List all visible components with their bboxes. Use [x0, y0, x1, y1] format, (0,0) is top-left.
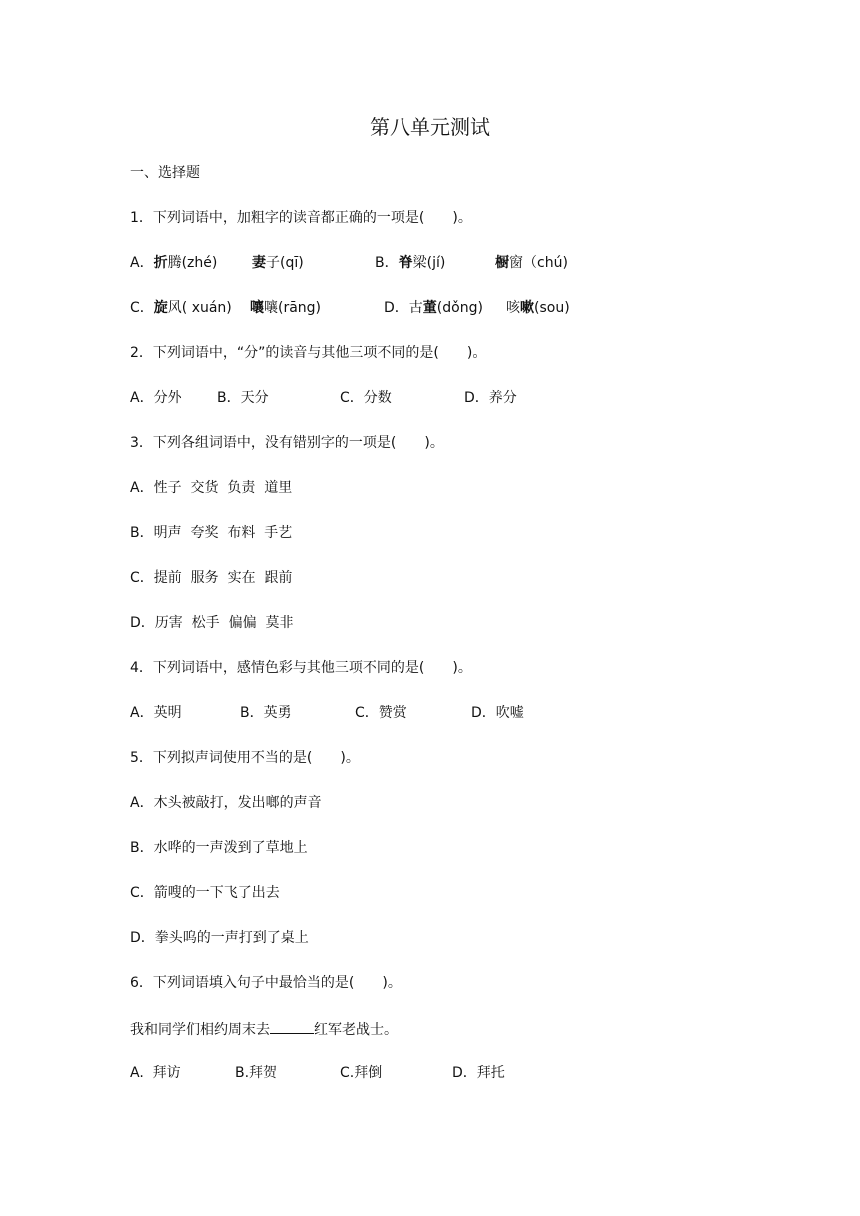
question-1-options-row-1: [130, 253, 730, 273]
option-b-word-2: 橱窗（chú): [495, 255, 568, 271]
option-a: A．折腾(zhé): [130, 255, 218, 271]
question-4-stem: 4．下列词语中，感情色彩与其他三项不同的是( )。: [130, 660, 472, 676]
question-3-stem: 3．下列各组词语中，没有错别字的一项是( )。: [130, 435, 444, 451]
option-b: B.拜贺: [235, 1065, 278, 1081]
question-6-stem: 6．下列词语填入句子中最恰当的是( )。: [130, 975, 402, 991]
page-title: 第八单元测试: [370, 115, 490, 139]
question-3-option-b: B．明声 夸奖 布料 手艺: [130, 525, 293, 541]
sentence-end: 红军老战士。: [314, 1022, 398, 1038]
option-c: C．赞赏: [355, 705, 407, 721]
section-heading: 一、选择题: [130, 165, 200, 181]
option-d: D．吹嘘: [471, 705, 524, 721]
question-2-options: [130, 388, 730, 408]
option-a: A. 拜访: [130, 1065, 181, 1081]
option-c-word-2: 嚷嚷(rāng): [250, 300, 322, 316]
question-3-option-a: A．性子 交货 负责 道里: [130, 480, 293, 496]
fill-in-blank: [270, 1018, 314, 1034]
option-b: B．脊梁(jí): [375, 255, 446, 271]
option-d-word-2: 咳嗽(sou): [506, 300, 570, 316]
question-5-option-d: D．拳头呜的一声打到了桌上: [130, 930, 309, 946]
option-b: B．英勇: [240, 705, 292, 721]
option-d: D．拜托: [452, 1065, 505, 1081]
option-b: B．天分: [217, 390, 269, 406]
question-5-stem: 5．下列拟声词使用不当的是( )。: [130, 750, 360, 766]
question-1-options-row-2: [130, 298, 730, 318]
option-c: C．旋风( xuán): [130, 300, 232, 316]
question-3-option-c: C．提前 服务 实在 跟前: [130, 570, 293, 586]
question-6-sentence: [130, 1018, 398, 1040]
question-6-options: [130, 1063, 730, 1083]
question-1-stem: 1．下列词语中，加粗字的读音都正确的一项是( )。: [130, 210, 472, 226]
option-a: A．英明: [130, 705, 182, 721]
option-d: D．古董(dǒng): [384, 300, 483, 316]
question-4-options: [130, 703, 730, 723]
question-5-option-c: C．箭嗖的一下飞了出去: [130, 885, 280, 901]
question-2-stem: 2．下列词语中，“分”的读音与其他三项不同的是( )。: [130, 345, 487, 361]
option-a: A．分外: [130, 390, 182, 406]
option-c: C.拜倒: [340, 1065, 383, 1081]
option-c: C．分数: [340, 390, 392, 406]
option-d: D．养分: [464, 390, 517, 406]
question-5-option-a: A．木头被敲打，发出啷的声音: [130, 795, 322, 811]
sentence-start: 我和同学们相约周末去: [130, 1022, 270, 1038]
question-5-option-b: B．水哗的一声泼到了草地上: [130, 840, 308, 856]
option-a-word-2: 妻子(qī): [252, 255, 304, 271]
question-3-option-d: D．历害 松手 偏偏 莫非: [130, 615, 294, 631]
